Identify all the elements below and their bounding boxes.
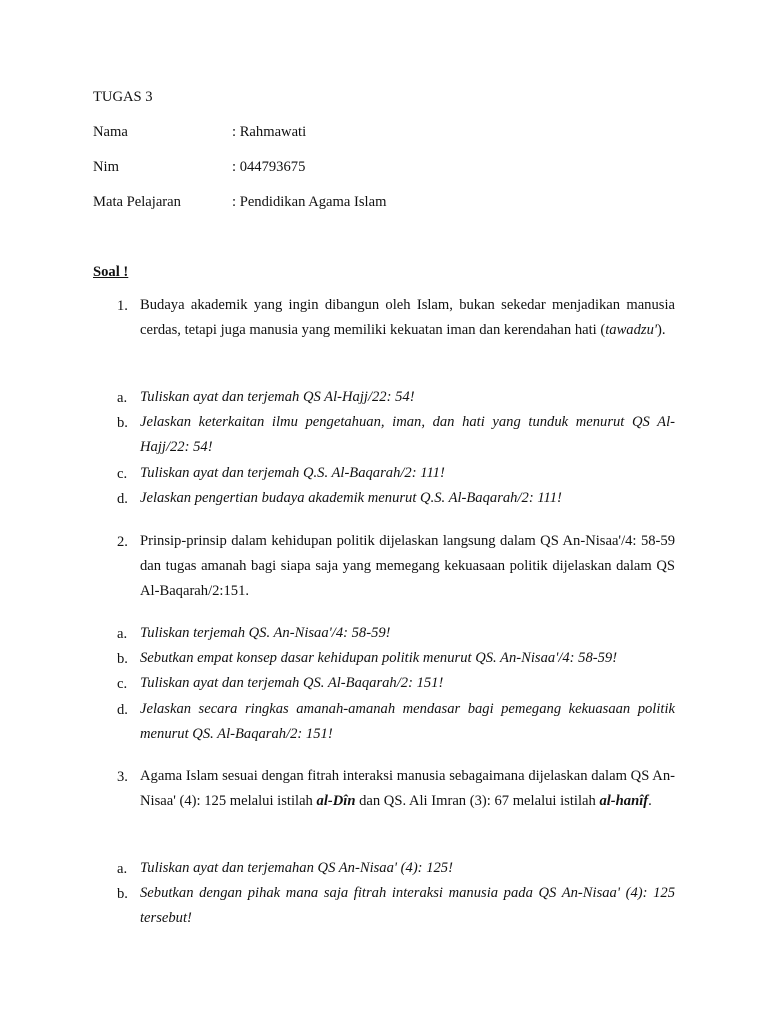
q1-sub-a-letter: a. (117, 390, 128, 406)
q3-sub-a-text: Tuliskan ayat dan terjemahan QS An-Nisaa' (4): 125! (140, 860, 453, 876)
info-value-nim: : 044793675 (232, 159, 306, 175)
question-1-number: 1. (117, 298, 128, 314)
question-3-term-al-din: al-Dîn (316, 793, 356, 809)
q1-sub-b-text: Jelaskan keterkaitan ilmu pengetahuan, iman, dan hati yang tunduk menurut QS Al-Hajj/22: 54! (140, 414, 675, 455)
q2-sub-b-text: Sebutkan empat konsep dasar kehidupan politik menurut QS. An-Nisaa'/4: 58-59! (140, 650, 618, 666)
q2-sub-b-letter: b. (117, 651, 128, 667)
soal-heading: Soal ! (93, 264, 129, 280)
question-3-term-al-hanif: al-hanîf (599, 793, 649, 809)
q3-sub-a-letter: a. (117, 861, 128, 877)
q2-sub-d-letter: d. (117, 702, 128, 718)
question-1-text: Budaya akademik yang ingin dibangun oleh Islam, bukan sekedar menjadikan manusia cerdas, tetapi juga manusia yang memiliki kekuatan iman dan kerendahan hati (tawadzu'). (140, 297, 675, 338)
q2-sub-d-text: Jelaskan secara ringkas amanah-amanah mendasar bagi pemegang kekuasaan politik menurut QS. Al-Baqarah/2: 151! (140, 701, 675, 742)
question-3-text: Agama Islam sesuai dengan fitrah interaksi manusia sebagaimana dijelaskan dalam QS An-Nisaa' (4): 125 melalui istilah al-Dîn dan QS. Ali Imran (3): 67 melalui istilah al-hanîf. (140, 768, 675, 809)
question-2-text: Prinsip-prinsip dalam kehidupan politik dijelaskan langsung dalam QS An-Nisaa'/4: 58-59 dan tugas amanah bagi siapa saja yang memegang kekuasaan politik dijelaskan dalam QS Al-Baqarah/2:151. (140, 533, 675, 599)
q2-sub-c-letter: c. (117, 676, 128, 692)
question-1-italic-term: tawadzu' (605, 322, 657, 338)
info-label-nama: Nama (93, 124, 128, 140)
q1-sub-b-letter: b. (117, 415, 128, 431)
q3-sub-b-letter: b. (117, 886, 128, 902)
document-title: TUGAS 3 (93, 89, 153, 105)
q2-sub-a-letter: a. (117, 626, 128, 642)
info-label-nim: Nim (93, 159, 119, 175)
q3-sub-b-text: Sebutkan dengan pihak mana saja fitrah interaksi manusia pada QS An-Nisaa' (4): 125 tersebut! (140, 885, 675, 926)
q1-sub-d-text: Jelaskan pengertian budaya akademik menurut Q.S. Al-Baqarah/2: 111! (140, 490, 562, 506)
question-2-number: 2. (117, 534, 128, 550)
question-3-number: 3. (117, 769, 128, 785)
q1-sub-c-text: Tuliskan ayat dan terjemah Q.S. Al-Baqarah/2: 111! (140, 465, 445, 481)
info-value-mata-pelajaran: : Pendidikan Agama Islam (232, 194, 387, 210)
q2-sub-a-text: Tuliskan terjemah QS. An-Nisaa'/4: 58-59! (140, 625, 391, 641)
q1-sub-c-letter: c. (117, 466, 128, 482)
q2-sub-c-text: Tuliskan ayat dan terjemah QS. Al-Baqarah/2: 151! (140, 675, 444, 691)
q1-sub-a-text: Tuliskan ayat dan terjemah QS Al-Hajj/22: 54! (140, 389, 415, 405)
info-label-mata-pelajaran: Mata Pelajaran (93, 194, 181, 210)
info-value-nama: : Rahmawati (232, 124, 307, 140)
q1-sub-d-letter: d. (117, 491, 128, 507)
